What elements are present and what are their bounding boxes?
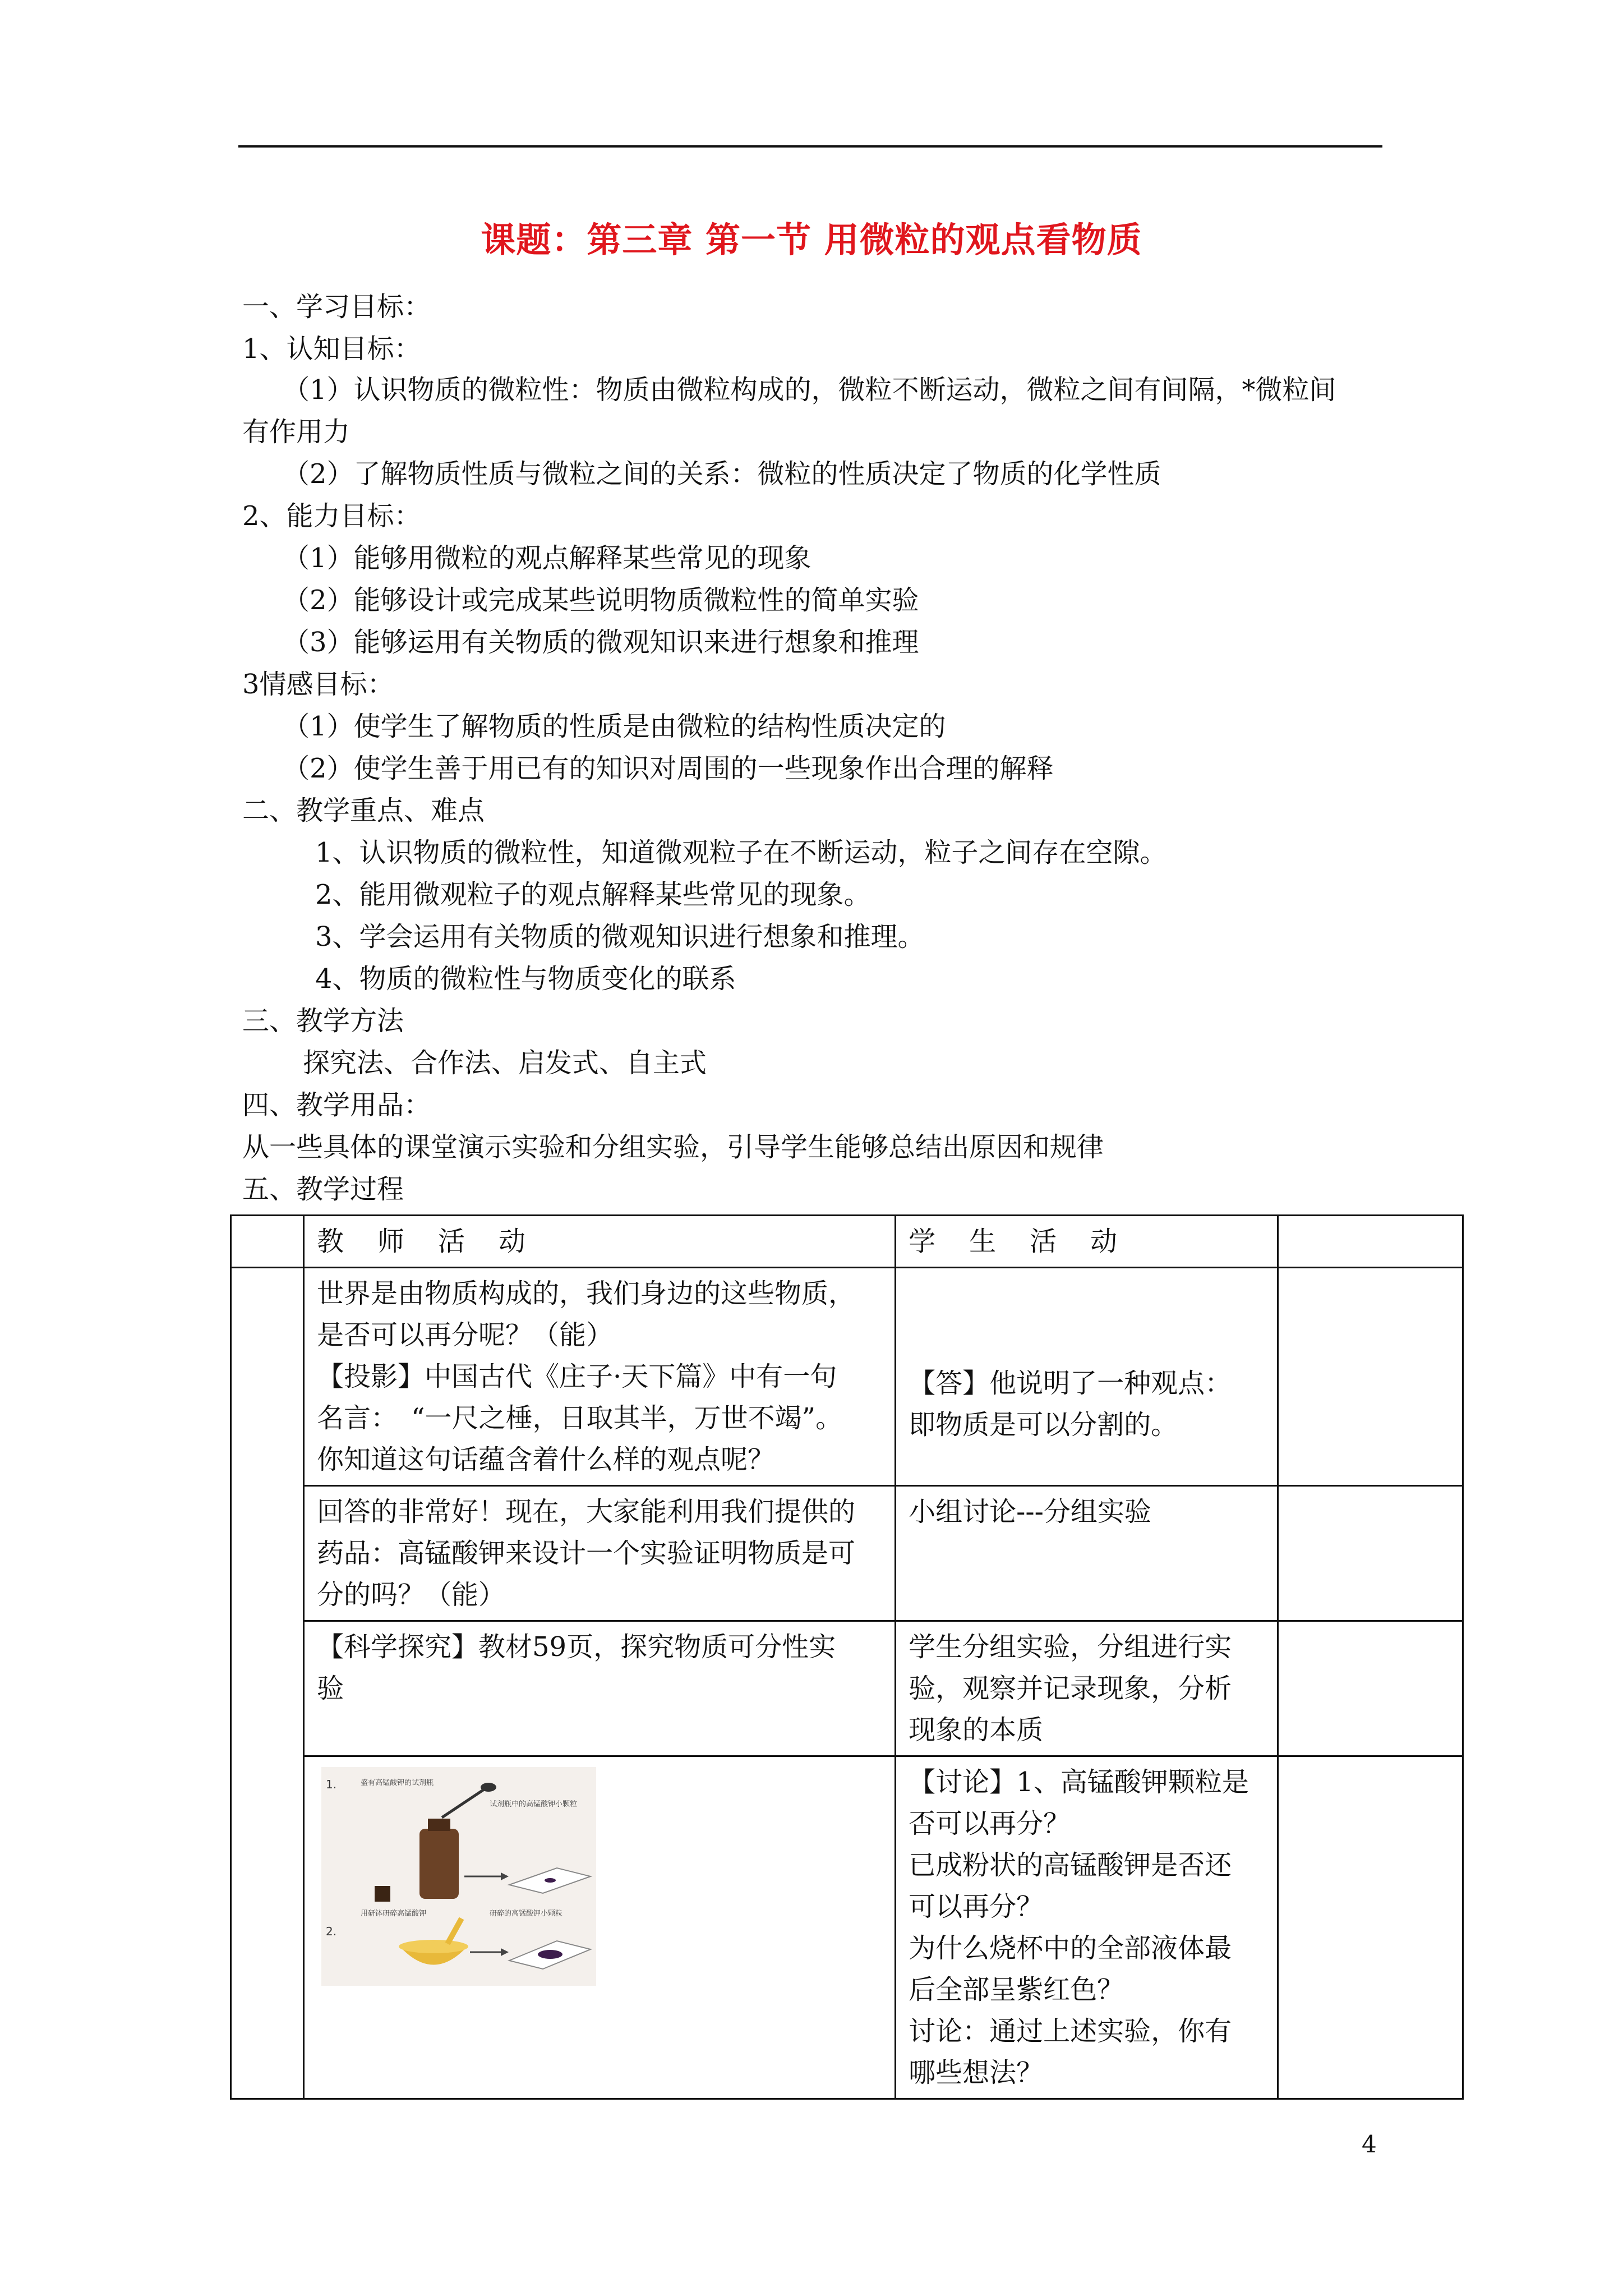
cell-line: 小组讨论---分组实验 [909,1496,1151,1527]
cell-line: 验，观察并记录现象，分析 [909,1673,1232,1704]
section-heading: 五、教学过程 [242,1174,404,1205]
table-row [231,1268,1463,1486]
text-line: 2、能用微观粒子的观点解释某些常见的现象。 [315,879,871,910]
cell-line: 后全部呈紫红色？ [909,1974,1124,2005]
text-line: （1）使学生了解物质的性质是由微粒的结构性质决定的 [283,711,946,742]
section-heading: 四、教学用品： [242,1089,431,1121]
student-cell [896,1756,1278,2099]
text-line: 4、物质的微粒性与物质变化的联系 [315,963,736,995]
student-cell [896,1621,1278,1756]
cell-line: 为什么烧杯中的全部液体最 [909,1932,1232,1964]
cell-line: 学生分组实验，分组进行实 [909,1631,1232,1663]
header-rule [238,145,1382,148]
table-header-row [231,1216,1463,1268]
bottle-icon [419,1829,459,1899]
cell-line: 【科学探究】教材59页，探究物质可分性实 [317,1631,836,1663]
cell-line: 现象的本质 [909,1714,1044,1746]
cell-line: 是否可以再分呢？（能） [317,1319,614,1351]
figure-step-label: 1. [326,1778,337,1791]
text-line: （2）了解物质性质与微粒之间的关系：微粒的性质决定了物质的化学性质 [283,458,1161,490]
section-heading: 一、学习目标： [242,291,431,323]
page-number: 4 [1362,2131,1377,2158]
stopper-icon [375,1886,390,1902]
table-cell [1278,1268,1463,1486]
table-header-teacher: 教师活动 [304,1216,896,1268]
table-row [231,1756,1463,2099]
text-line: （1）能够用微粒的观点解释某些常见的现象 [283,542,811,574]
student-cell [896,1486,1278,1621]
figure-caption: 盛有高锰酸钾的试剂瓶 [361,1779,434,1787]
table-header-student: 学生活动 [896,1216,1278,1268]
experiment-illustration [321,1767,596,1986]
text-line: 探究法、合作法、启发式、自主式 [303,1047,707,1079]
teacher-cell [304,1486,896,1621]
cell-line: 验 [317,1673,344,1704]
subsection-heading: 3情感目标： [242,669,394,700]
cell-line: 你知道这句话蕴含着什么样的观点呢？ [317,1444,775,1475]
cell-line: 否可以再分？ [909,1808,1071,1839]
figure-step-label: 2. [326,1925,337,1938]
table-cell [1278,1486,1463,1621]
section-heading: 三、教学方法 [242,1005,404,1037]
teacher-cell [304,1268,896,1486]
table-cell [1278,1216,1463,1268]
cell-line: 【讨论】1、高锰酸钾颗粒是 [909,1766,1249,1798]
cell-line: 【答】他说明了一种观点： [909,1368,1232,1399]
text-line: （2）能够设计或完成某些说明物质微粒性的简单实验 [283,585,919,616]
text-line: （2）使学生善于用已有的知识对周围的一些现象作出合理的解释 [283,753,1054,784]
figure-caption: 用研钵研碎高锰酸钾 [361,1910,427,1918]
cell-line: 哪些想法？ [909,2057,1044,2088]
text-line: 有作用力 [242,416,351,448]
text-line: 从一些具体的课堂演示实验和分组实验，引导学生能够总结出原因和规律 [242,1131,1104,1163]
cell-line: 世界是由物质构成的，我们身边的这些物质， [317,1278,856,1309]
cell-line: 分的吗？（能） [317,1579,506,1611]
table-row [231,1621,1463,1756]
cell-line: 已成粉状的高锰酸钾是否还 [909,1849,1232,1881]
cell-line: 可以再分？ [909,1891,1044,1922]
teacher-cell [304,1621,896,1756]
section-heading: 二、教学重点、难点 [242,795,485,826]
teaching-process-table [230,1214,1464,2100]
student-cell [896,1268,1278,1486]
table-cell [231,1268,304,2099]
cell-line: 即物质是可以分割的。 [909,1409,1178,1441]
text-line: 1、认识物质的微粒性，知道微观粒子在不断运动，粒子之间存在空隙。 [315,837,1167,868]
subsection-heading: 1、认知目标： [242,333,421,365]
cell-line: 名言： “一尺之棰，日取其半，万世不竭”。 [317,1402,843,1434]
teacher-cell [304,1756,896,2099]
cell-line: 药品：高锰酸钾来设计一个实验证明物质是可 [317,1538,856,1569]
page-title: 课题：第三章 第一节 用微粒的观点看物质 [481,219,1142,260]
cell-line: 讨论：通过上述实验，你有 [909,2016,1232,2047]
figure-caption: 试剂瓶中的高锰酸钾小颗粒 [490,1800,578,1809]
experiment-figure [321,1767,596,1986]
subsection-heading: 2、能力目标： [242,500,421,532]
cell-line: 【投影】中国古代《庄子·天下篇》中有一句 [317,1361,837,1392]
text-line: 3、学会运用有关物质的微观知识进行想象和推理。 [315,921,925,953]
cell-line: 回答的非常好！现在，大家能利用我们提供的 [317,1496,856,1527]
text-line: （1）认识物质的微粒性：物质由微粒构成的，微粒不断运动，微粒之间有间隔，*微粒间 [283,374,1336,406]
figure-caption: 研碎的高锰酸钾小颗粒 [490,1910,563,1918]
table-row [231,1486,1463,1621]
table-cell [1278,1621,1463,1756]
text-line: （3）能够运用有关物质的微观知识来进行想象和推理 [283,627,919,658]
table-cell [231,1216,304,1268]
table-cell [1278,1756,1463,2099]
